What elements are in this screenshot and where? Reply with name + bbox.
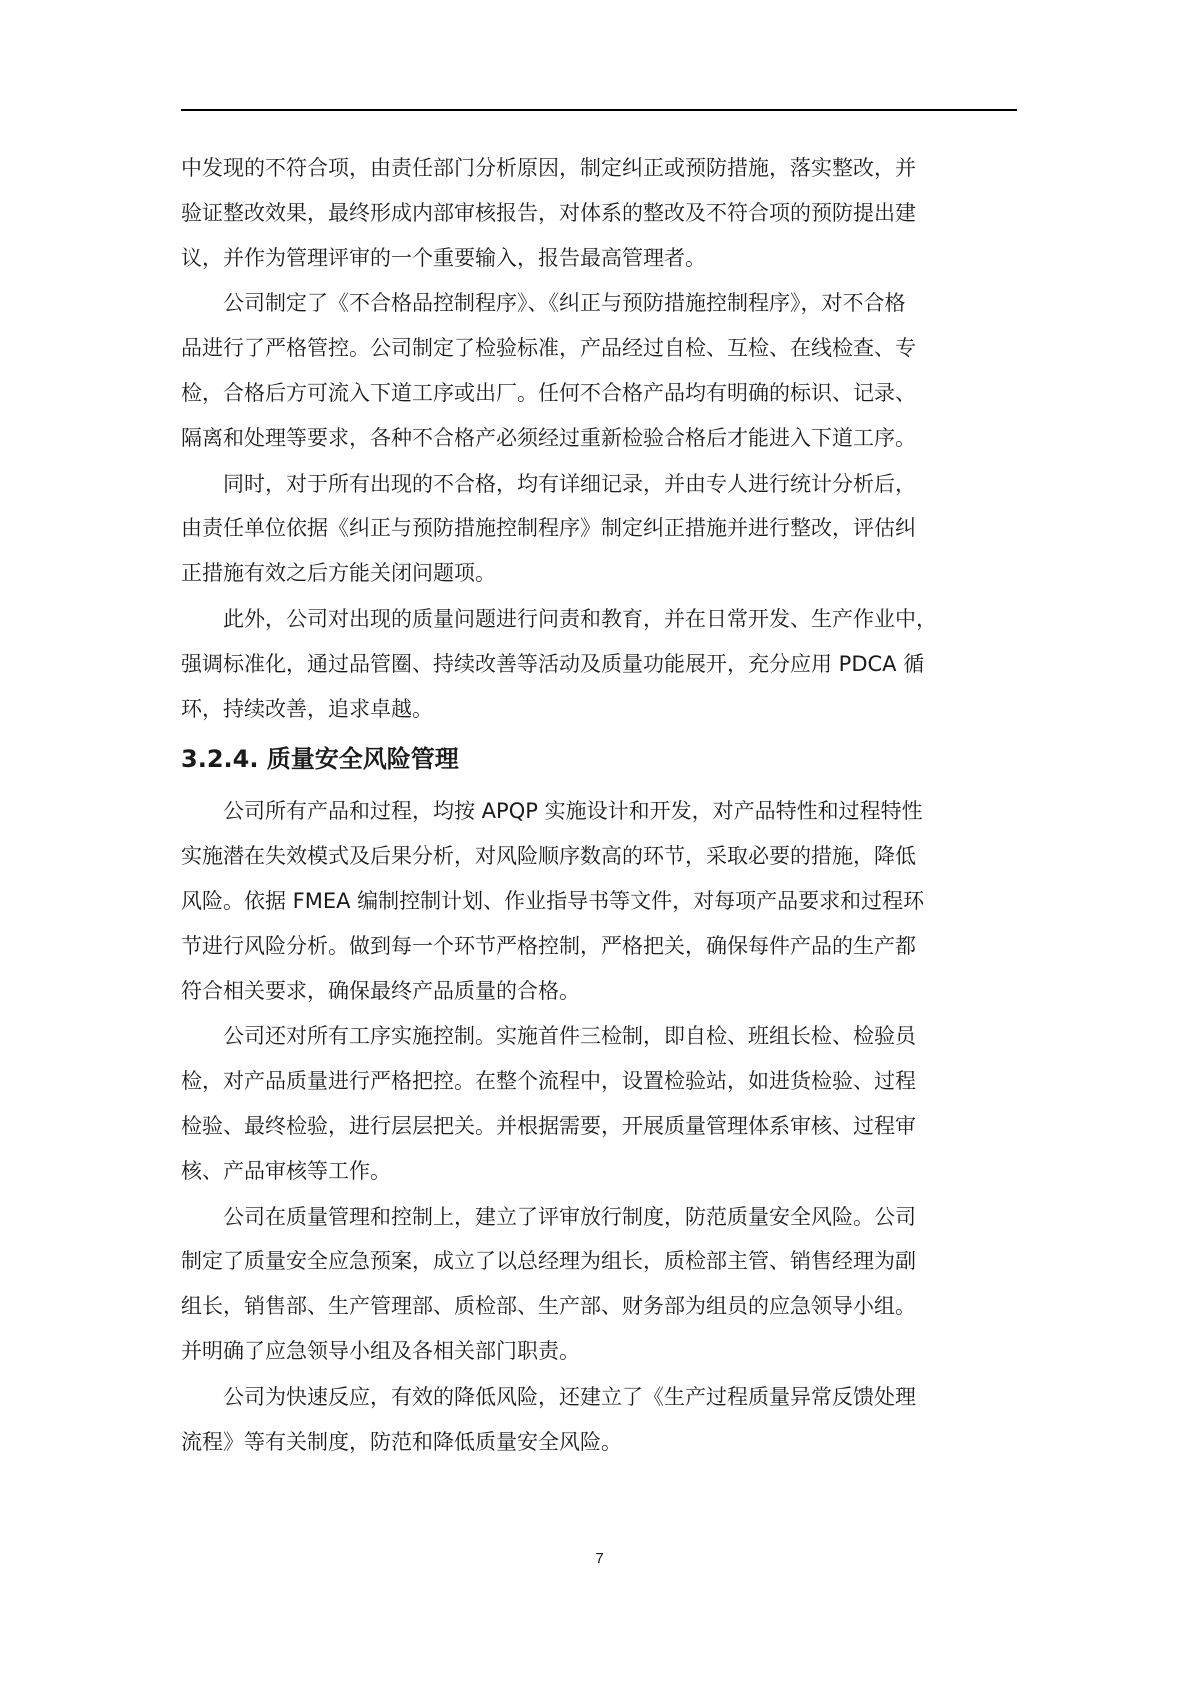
paragraph <box>181 462 1017 596</box>
paragraphs-before-heading <box>181 146 1017 731</box>
text-line: 议，并作为管理评审的一个重要输入，报告最高管理者。 <box>181 245 706 270</box>
text-line: 中发现的不符合项，由责任部门分析原因，制定纠正或预防措施，落实整改，并 <box>181 156 916 180</box>
text-line: 强调标准化，通过品管圈、持续改善等活动及质量功能展开，充分应用 PDCA 循 <box>181 651 925 676</box>
text-line: 制定了质量安全应急预案，成立了以总经理为组长，质检部主管、销售经理为副 <box>181 1249 916 1274</box>
paragraph <box>181 281 1017 460</box>
text-line: 公司在质量管理和控制上，建立了评审放行制度，防范质量安全风险。公司 <box>223 1204 916 1229</box>
text-line: 正措施有效之后方能关闭问题项。 <box>181 561 496 586</box>
text-line: 实施潜在失效模式及后果分析，对风险顺序数高的环节，采取必要的措施，降低 <box>181 844 916 869</box>
text-line: 验证整改效果，最终形成内部审核报告，对体系的整改及不符合项的预防提出建 <box>181 200 916 225</box>
paragraph <box>181 146 1017 280</box>
text-line: 公司制定了《不合格品控制程序》、《纠正与预防措施控制程序》，对不合格 <box>223 291 906 316</box>
page-number: 7 <box>595 1550 604 1567</box>
paragraph <box>181 1195 1017 1374</box>
text-line: 检，对产品质量进行严格把控。在整个流程中，设置检验站，如进货检验、过程 <box>181 1069 916 1094</box>
text-line: 核、产品审核等工作。 <box>181 1158 391 1183</box>
text-line: 检，合格后方可流入下道工序或出厂。任何不合格产品均有明确的标识、记录、 <box>181 380 916 405</box>
text-line: 公司还对所有工序实施控制。实施首件三检制，即自检、班组长检、检验员 <box>223 1024 916 1049</box>
document-body <box>181 146 1017 1464</box>
text-line: 风险。依据 FMEA 编制控制计划、作业指导书等文件，对每项产品要求和过程环 <box>181 888 925 913</box>
text-line: 流程》等有关制度，防范和降低质量安全风险。 <box>181 1429 622 1454</box>
text-line: 同时，对于所有出现的不合格，均有详细记录，并由专人进行统计分析后， <box>223 471 916 496</box>
paragraphs-after-heading <box>181 789 1017 1464</box>
text-line: 此外，公司对出现的质量问题进行问责和教育，并在日常开发、生产作业中， <box>223 606 937 631</box>
text-line: 公司为快速反应，有效的降低风险，还建立了《生产过程质量异常反馈处理 <box>223 1384 916 1409</box>
header-rule <box>181 109 1017 111</box>
section-heading: 3.2.4. 质量安全风险管理 <box>181 745 459 774</box>
text-line: 符合相关要求，确保最终产品质量的合格。 <box>181 978 580 1003</box>
text-line: 检验、最终检验，进行层层把关。并根据需要，开展质量管理体系审核、过程审 <box>181 1113 916 1138</box>
text-line: 组长，销售部、生产管理部、质检部、生产部、财务部为组员的应急领导小组。 <box>181 1294 916 1319</box>
text-line: 节进行风险分析。做到每一个环节严格控制，严格把关，确保每件产品的生产都 <box>181 933 916 958</box>
paragraph <box>181 597 1017 731</box>
paragraph <box>181 1014 1017 1193</box>
paragraph <box>181 789 1017 1013</box>
text-line: 公司所有产品和过程，均按 APQP 实施设计和开发，对产品特性和过程特性 <box>223 799 923 824</box>
text-line: 并明确了应急领导小组及各相关部门职责。 <box>181 1338 580 1363</box>
text-line: 由责任单位依据《纠正与预防措施控制程序》制定纠正措施并进行整改，评估纠 <box>181 516 916 541</box>
text-line: 环，持续改善，追求卓越。 <box>181 696 433 721</box>
text-line: 品进行了严格管控。公司制定了检验标准，产品经过自检、互检、在线检查、专 <box>181 336 916 361</box>
paragraph <box>181 1375 1017 1465</box>
text-line: 隔离和处理等要求，各种不合格产必须经过重新检验合格后才能进入下道工序。 <box>181 425 916 450</box>
